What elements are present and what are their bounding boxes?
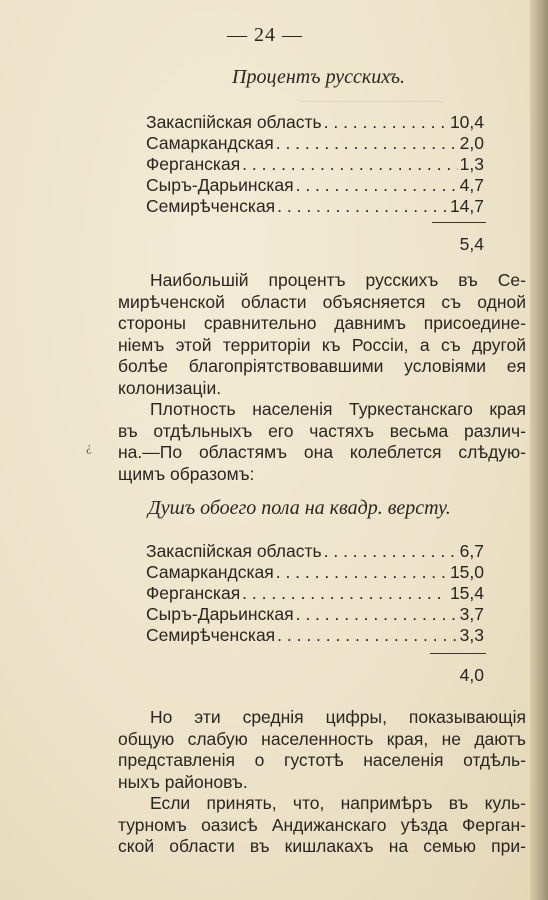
region-value: 3,3 [459, 625, 484, 645]
region-value: 15,4 [449, 583, 484, 603]
page-number: — 24 — [227, 24, 303, 46]
text-line: мирѣченской области объясняется съ одной [118, 291, 526, 312]
paragraph-1 [118, 270, 526, 399]
text-line: представленія о густотѣ населенія отдѣль- [118, 750, 526, 770]
sum-rule [432, 222, 486, 223]
region-name: Семирѣченская [146, 625, 276, 645]
table-row [146, 625, 484, 647]
paragraph-2 [118, 399, 526, 485]
margin-pencil-mark: ¿ [86, 439, 92, 454]
leader-dots [324, 112, 448, 133]
leader-dots [277, 625, 458, 646]
region-value: 15,0 [449, 562, 484, 582]
leader-dots [242, 583, 448, 604]
text-line: общую слабую населенность края, не даютъ [118, 728, 526, 749]
book-spine-edge [530, 0, 548, 900]
paragraph-4 [118, 793, 526, 858]
text-line: стороны сравнительно давнимъ присоедине- [118, 313, 526, 333]
table-total: 5,4 [459, 234, 484, 254]
section-heading-russian-percent: Процентъ русскихъ. [232, 66, 406, 88]
text-line: Наибольшій процентъ русскихъ въ Се- [150, 270, 526, 290]
table-row [146, 154, 484, 176]
table-row [146, 112, 484, 134]
text-line: колонизаціи. [118, 377, 222, 398]
region-name: Самаркандская [146, 562, 274, 582]
leader-dots [296, 175, 458, 196]
leader-dots [277, 196, 448, 217]
table-total: 4,0 [459, 665, 484, 685]
table-row [146, 133, 484, 155]
text-line: Плотность населенія Туркестанскаго края [150, 399, 526, 419]
text-line: Но эти среднія цифры, показывающія [150, 707, 526, 727]
region-value: 1,3 [459, 154, 484, 174]
leader-dots [324, 541, 458, 562]
section-heading-density: Душъ обоего пола на квадр. версту. [148, 497, 451, 519]
text-line: на.—По областямъ она колеблется слѣдую- [118, 442, 526, 462]
text-line: ніемъ этой территоріи къ Россіи, а съ другой [118, 334, 526, 355]
table-row [146, 604, 484, 626]
leader-dots [276, 562, 448, 583]
region-name: Закаспійская область [146, 112, 322, 132]
bleed-through-text: ________________ [300, 86, 443, 103]
text-line: щимъ образомъ: [118, 463, 255, 484]
text-line: ской области въ кишлакахъ на семью при- [118, 836, 526, 856]
sum-rule [430, 653, 486, 654]
region-value: 10,4 [449, 112, 484, 132]
region-name: Сыръ-Дарьинская [146, 604, 294, 624]
text-line: турномъ оазисѣ Андижанскаго уѣзда Ферган- [118, 814, 526, 835]
text-line: въ отдѣльныхъ его частяхъ весьма различ- [118, 420, 526, 441]
region-name: Ферганская [146, 583, 241, 603]
leader-dots [296, 604, 458, 625]
table-row [146, 196, 484, 218]
table-row [146, 175, 484, 197]
table-row [146, 541, 484, 563]
table-row [146, 583, 484, 605]
paragraph-3 [118, 707, 526, 793]
leader-dots [276, 133, 458, 154]
region-value: 6,7 [459, 541, 484, 561]
region-value: 2,0 [459, 133, 484, 153]
region-name: Сыръ-Дарьинская [146, 175, 294, 195]
region-value: 3,7 [459, 604, 484, 624]
region-name: Закаспійская область [146, 541, 322, 561]
region-value: 4,7 [459, 175, 484, 195]
region-name: Ферганская [146, 154, 241, 174]
table-row [146, 562, 484, 584]
text-line: болѣе благопріятствовавшими условіями ея [118, 356, 526, 376]
text-line: ныхъ районовъ. [118, 771, 248, 792]
region-name: Семирѣченская [146, 196, 276, 216]
leader-dots [242, 154, 458, 175]
region-name: Самаркандская [146, 133, 274, 153]
text-line: Если принять, что, напримѣръ въ куль- [150, 793, 526, 813]
region-value: 14,7 [449, 196, 484, 216]
